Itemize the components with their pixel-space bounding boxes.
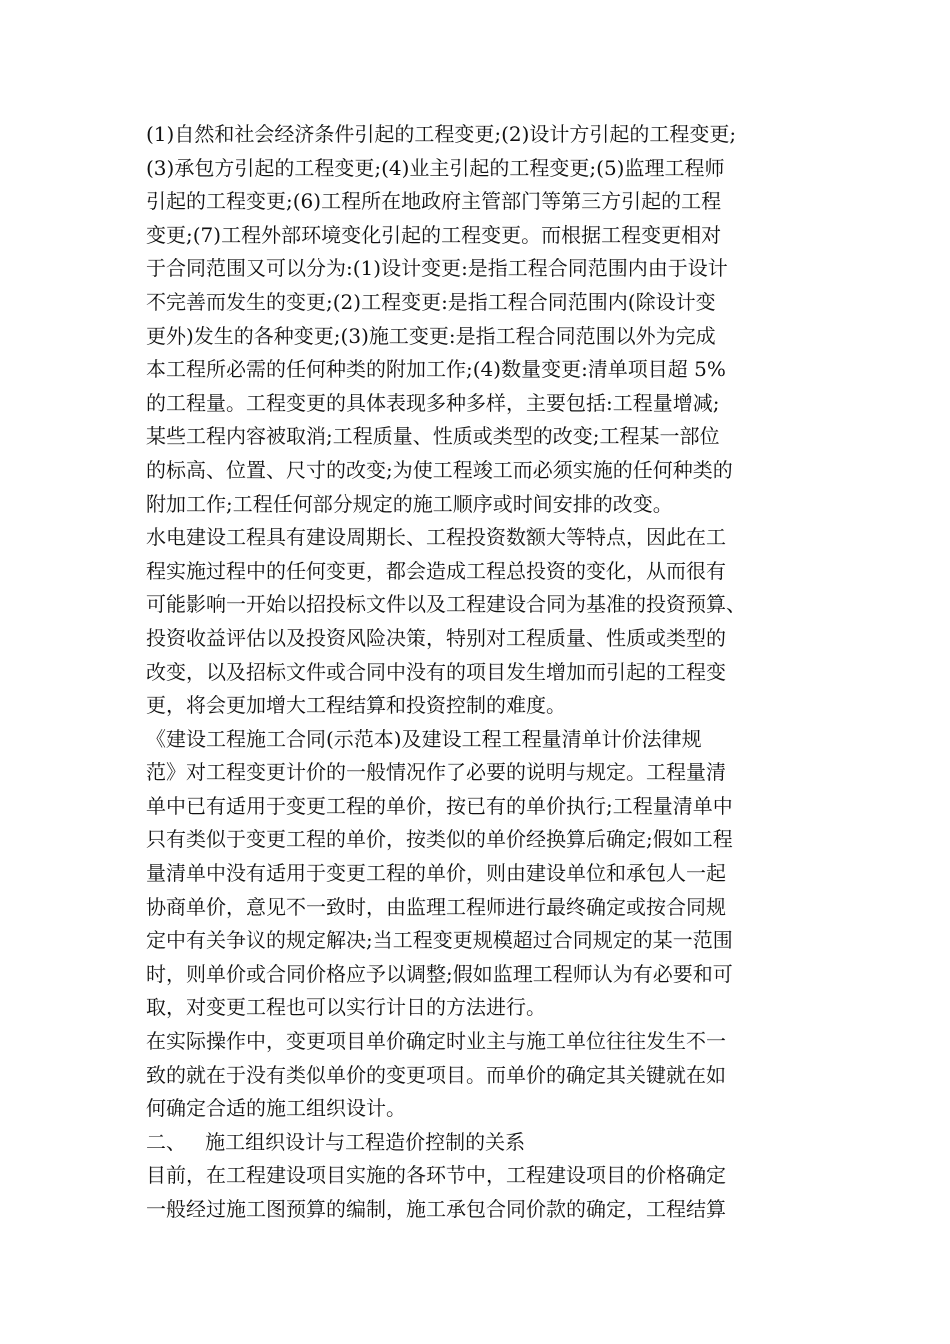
- text-line: 投资收益评估以及投资风险决策，特别对工程质量、性质或类型的: [146, 625, 726, 650]
- text-line: 更外)发生的各种变更;(3)施工变更:是指工程合同范围以外为完成: [146, 323, 716, 348]
- text-line: 致的就在于没有类似单价的变更项目。而单价的确定其关键就在如: [146, 1062, 726, 1087]
- text-line: (1)自然和社会经济条件引起的工程变更;(2)设计方引起的工程变更;: [146, 122, 737, 146]
- text-line: 目前，在工程建设项目实施的各环节中，工程建设项目的价格确定: [146, 1163, 726, 1188]
- text-line: 更，将会更加增大工程结算和投资控制的难度。: [146, 693, 566, 718]
- paragraph-contract-norms: [146, 723, 826, 1025]
- text-line: 本工程所必需的任何种类的附加工作;(4)数量变更:清单项目超 5%: [146, 357, 726, 382]
- text-line: 水电建设工程具有建设周期长、工程投资数额大等特点，因此在工: [146, 525, 726, 550]
- text-line: 范》对工程变更计价的一般情况作了必要的说明与规定。工程量清: [146, 760, 726, 785]
- text-line: 何确定合适的施工组织设计。: [146, 1096, 406, 1121]
- document-body: [146, 118, 826, 1227]
- paragraph-hydropower: [146, 521, 826, 723]
- text-line: 取，对变更工程也可以实行计日的方法进行。: [146, 995, 546, 1020]
- text-line: 不完善而发生的变更;(2)工程变更:是指工程合同范围内(除设计变: [146, 289, 716, 314]
- text-line: 变更;(7)工程外部环境变化引起的工程变更。而根据工程变更相对: [146, 222, 722, 247]
- text-line: 《建设工程施工合同(示范本)及建设工程工程量清单计价法律规: [146, 726, 702, 751]
- text-line: 改变，以及招标文件或合同中没有的项目发生增加而引起的工程变: [146, 659, 726, 684]
- text-line: 的工程量。工程变更的具体表现多种多样，主要包括:工程量增减;: [146, 390, 720, 415]
- text-line: (3)承包方引起的工程变更;(4)业主引起的工程变更;(5)监理工程师: [146, 155, 725, 180]
- paragraph-practice: [146, 1025, 826, 1126]
- text-line: 一般经过施工图预算的编制，施工承包合同价款的确定，工程结算: [146, 1197, 726, 1221]
- text-line: 程实施过程中的任何变更，都会造成工程总投资的变化，从而很有: [146, 558, 726, 583]
- text-line: 时，则单价或合同价格应予以调整;假如监理工程师认为有必要和可: [146, 961, 733, 986]
- section-heading-2: [146, 1126, 826, 1160]
- text-line: 二、 施工组织设计与工程造价控制的关系: [146, 1129, 526, 1154]
- paragraph-current: [146, 1159, 826, 1226]
- text-line: 于合同范围又可以分为:(1)设计变更:是指工程合同范围内由于设计: [146, 256, 728, 281]
- text-line: 某些工程内容被取消;工程质量、性质或类型的改变;工程某一部位: [146, 424, 720, 449]
- text-line: 的标高、位置、尺寸的改变;为使工程竣工而必须实施的任何种类的: [146, 457, 733, 482]
- text-line: 附加工作;工程任何部分规定的施工顺序或时间安排的改变。: [146, 491, 673, 516]
- text-line: 量清单中没有适用于变更工程的单价，则由建设单位和承包人一起: [146, 861, 726, 886]
- text-line: 只有类似于变更工程的单价，按类似的单价经换算后确定;假如工程: [146, 827, 733, 852]
- paragraph-change-types: [146, 118, 826, 521]
- text-line: 在实际操作中，变更项目单价确定时业主与施工单位往往发生不一: [146, 1029, 726, 1054]
- text-line: 协商单价，意见不一致时，由监理工程师进行最终确定或按合同规: [146, 894, 726, 919]
- text-line: 定中有关争议的规定解决;当工程变更规模超过合同规定的某一范围: [146, 928, 733, 953]
- text-line: 单中已有适用于变更工程的单价，按已有的单价执行;工程量清单中: [146, 793, 733, 818]
- text-line: 可能影响一开始以招投标文件以及工程建设合同为基准的投资预算、: [146, 592, 746, 617]
- text-line: 引起的工程变更;(6)工程所在地政府主管部门等第三方引起的工程: [146, 189, 722, 214]
